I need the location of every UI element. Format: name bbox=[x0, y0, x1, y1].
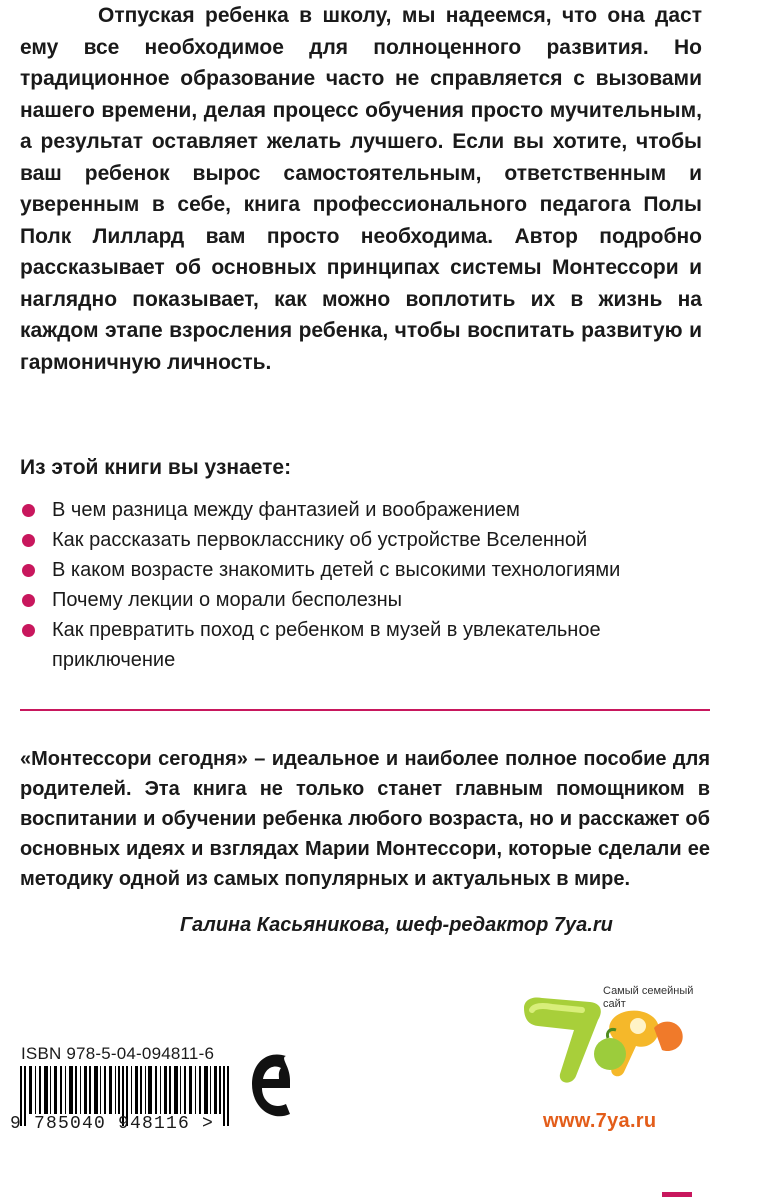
list-item bbox=[20, 555, 710, 585]
learn-heading: Из этой книги вы узнаете: bbox=[20, 456, 292, 479]
list-item bbox=[20, 585, 710, 615]
list-item-text: В каком возрасте знакомить детей с высокими технологиями bbox=[52, 559, 621, 581]
list-item-text: Почему лекции о морали бесполезны bbox=[52, 589, 403, 611]
bullet-dot-icon bbox=[22, 624, 35, 637]
list-item bbox=[20, 525, 710, 555]
list-item-text: Как рассказать первокласснику об устройстве Вселенной bbox=[52, 529, 588, 551]
site-url: www.7ya.ru bbox=[543, 1110, 657, 1132]
isbn-label: ISBN 978-5-04-094811-6 bbox=[21, 1044, 215, 1063]
site-tagline: Самый семейный сайт bbox=[603, 985, 694, 1010]
list-item bbox=[20, 495, 710, 525]
section-divider bbox=[20, 709, 710, 711]
corner-accent-mark bbox=[662, 1192, 692, 1197]
bullet-dot-icon bbox=[22, 504, 35, 517]
learn-list bbox=[20, 495, 710, 675]
list-item-text: Как превратить поход с ребенком в музей в увлекательное приключение bbox=[52, 619, 601, 671]
eksmo-e-logo-icon bbox=[248, 1048, 300, 1128]
review-quote: «Монтессори сегодня» – идеальное и наиболее полное пособие для родителей. Эта книга не только станет главным помощником в воспитании и обучении ребенка любого возраста, но и расскажет об основных идеях и взглядах Марии Монтессори, которые сделали ее методику одной из самых популярных и актуальных в мире. bbox=[20, 748, 710, 890]
quote-attribution: Галина Касьяникова, шеф-редактор 7ya.ru bbox=[180, 914, 613, 936]
list-item-text: В чем разница между фантазией и воображением bbox=[52, 499, 520, 521]
intro-paragraph: Отпуская ребенка в школу, мы надеемся, что она даст ему все необходимое для полноценного развития. Но традиционное образование часто не справляется с вызовами нашего времени, делая процесс обучения просто мучительным, а результат оставляет желать лучшего. Если вы хотите, чтобы ваш ребенок вырос самостоятельным, ответственным и уверенным в себе, книга профессионального педагога Полы Полк Лиллард вам просто необходима. Автор подробно рассказывает об основных принципах системы Монтессори и наглядно показывает, как можно воплотить их в жизнь на каждом этапе взросления ребенка, чтобы воспитать развитую и гармоничную личность. bbox=[20, 4, 702, 374]
list-item bbox=[20, 615, 710, 675]
bullet-dot-icon bbox=[22, 594, 35, 607]
bullet-dot-icon bbox=[22, 534, 35, 547]
barcode-digits: 9 785040 948116 > bbox=[10, 1114, 215, 1134]
bullet-dot-icon bbox=[22, 564, 35, 577]
